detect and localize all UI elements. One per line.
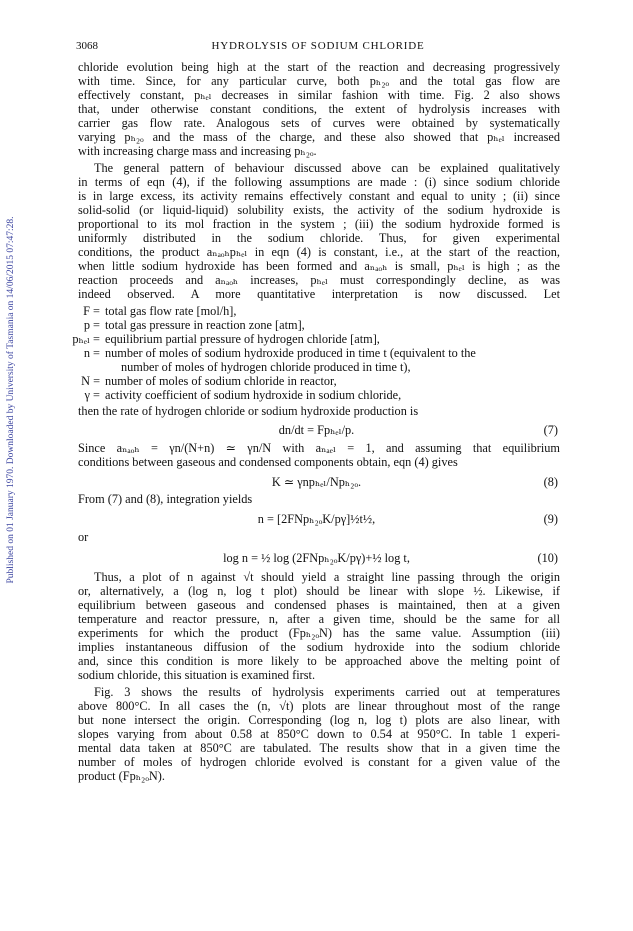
equation-8: K ≃ γnpₕₑₗ/Npₕ₂ₒ. — [271, 475, 362, 489]
text-line: solid-solid (or liquid-liquid) solubility exists, the activity of the sodium hydroxide is — [78, 203, 560, 217]
text-line: The general pattern of behaviour discussed above can be explained qualitatively — [94, 161, 560, 175]
text-line: Thus, a plot of n against √t should yield a straight line passing through the origin — [94, 570, 560, 584]
definition-symbol: pₕₑₗ = — [72, 332, 100, 346]
text-line: when little sodium hydroxide has been formed and aₙₐₒₕ is small, pₕₑₗ is high ; as the — [78, 259, 560, 273]
text-line: with increasing charge mass and increasing pₕ₂ₒ. — [78, 144, 317, 158]
equation-10: log n = ½ log (2FNpₕ₂ₒK/pγ)+½ log t, — [223, 551, 410, 565]
text-line: slopes varying from about 0.58 at 850°C down to 0.54 at 950°C. In table 1 experi- — [78, 727, 560, 741]
text-line: effectively constant, pₕₑₗ decreases in similar fashion with time. Fig. 2 also shows — [78, 88, 560, 102]
text-line: then the rate of hydrogen chloride or sodium hydroxide production is — [78, 404, 419, 418]
text-line: conditions, the product aₙₐₒₕpₕₑₗ in eqn (4) is constant, i.e., at the start of the reaction, — [78, 245, 560, 259]
definition-symbol: N = — [81, 374, 100, 388]
text-line: Fig. 3 shows the results of hydrolysis experiments carried out at temperatures — [94, 685, 560, 699]
definition-text: number of moles of hydrogen chloride produced in time t), — [121, 360, 411, 374]
download-notice-text[interactable]: Published on 01 January 1970. Downloaded by University of Tasmania on 14/06/2015 07:47:28. — [6, 216, 16, 584]
running-head: HYDROLYSIS OF SODIUM CHLORIDE — [211, 40, 425, 52]
definition-symbol: F = — [83, 304, 100, 318]
equation-9: n = [2FNpₕ₂ₒK/pγ]½t½, — [257, 512, 376, 526]
text-line: indeed observed. A more quantitative interpretation is now discussed. Let — [78, 287, 560, 301]
text-line: above 800°C. In all cases the (n, √t) plots are linear throughout most of the range — [78, 699, 560, 713]
page-number: 3068 — [76, 40, 98, 52]
page-header — [76, 40, 560, 54]
or-word: or — [78, 530, 89, 544]
definition-symbol: n = — [83, 346, 100, 360]
text-line: with time. Since, for any particular curve, both pₕ₂ₒ and the total gas flow are — [78, 74, 560, 88]
equation-number: (8) — [543, 475, 558, 489]
text-line: is in large excess, its activity remains effectively constant and equal to unity ; (ii) since — [78, 189, 560, 203]
download-notice — [4, 130, 18, 670]
text-line: product (Fpₕ₂ₒN). — [78, 769, 165, 783]
text-line: in terms of eqn (4), if the following assumptions are made : (i) since sodium chloride — [78, 175, 560, 189]
text-line: mental data taken at 850°C are tabulated. The results show that in a given time the — [78, 741, 560, 755]
text-line: and, since this condition is more likely to be approached above the melting point of — [78, 654, 560, 668]
equation-number: (7) — [543, 423, 558, 437]
text-line: carrier gas flow rate. Analogous sets of curves were obtained by systematically — [78, 116, 560, 130]
text-line: number of moles of hydrogen chloride evolved is constant for a given value of the — [78, 755, 560, 769]
definition-symbol: γ = — [84, 388, 100, 402]
equation-number: (9) — [543, 512, 558, 526]
text-line: experiments for which the product (Fpₕ₂ₒN) has the same value. Assumption (iii) — [78, 626, 560, 640]
definition-symbol: p = — [83, 318, 100, 332]
text-line: chloride evolution being high at the start of the reaction and decreasing progressively — [78, 60, 560, 74]
text-line: but none intersect the origin. Corresponding (log n, log t) plots are also linear, with — [78, 713, 560, 727]
text-line: that, under otherwise constant conditions, the extent of hydrolysis increases with — [78, 102, 560, 116]
text-line: equilibrium between gaseous and condensed phases is maintained, then at a given — [78, 598, 560, 612]
text-line: temperature and reactor pressure, n, after a given time, should be the same for all — [78, 612, 560, 626]
definition-text: total gas flow rate [mol/h], — [105, 304, 237, 318]
text-line: or, alternatively, a (log n, log t plot) should be linear with slope ½. Likewise, if — [78, 584, 560, 598]
text-line: Since aₙₐₒₕ = γn/(N+n) ≃ γn/N with aₙₐₑₗ = 1, and assuming that equilibrium — [78, 441, 560, 455]
definition-text: number of moles of sodium chloride in reactor, — [105, 374, 337, 388]
equation-7: dn/dt = Fpₕₑₗ/p. — [278, 423, 355, 437]
definition-text: equilibrium partial pressure of hydrogen chloride [atm], — [105, 332, 380, 346]
equation-number: (10) — [537, 551, 558, 565]
definition-text: total gas pressure in reaction zone [atm], — [105, 318, 305, 332]
definition-text: activity coefficient of sodium hydroxide in sodium chloride, — [105, 388, 402, 402]
text-line: reaction proceeds and aₙₐₒₕ increases, pₕₑₗ must correspondingly decline, as was — [78, 273, 560, 287]
text-line: implies instantaneous diffusion of the sodium hydroxide into the sodium chloride — [78, 640, 560, 654]
text-line: proportional to its mol fraction in the system ; (iii) the sodium hydroxide formed is — [78, 217, 560, 231]
text-line: From (7) and (8), integration yields — [78, 492, 253, 506]
text-line: varying pₕ₂ₒ and the mass of the charge, and these also showed that pₕₑₗ increased — [78, 130, 560, 144]
text-line: conditions between gaseous and condensed components obtain, eqn (4) gives — [78, 455, 458, 469]
text-line: uniformly distributed in the sodium chloride. Thus, for given experimental — [78, 231, 560, 245]
definition-text: number of moles of sodium hydroxide produced in time t (equivalent to the — [105, 346, 476, 360]
text-line: sodium chloride, this situation is examined first. — [78, 668, 316, 682]
